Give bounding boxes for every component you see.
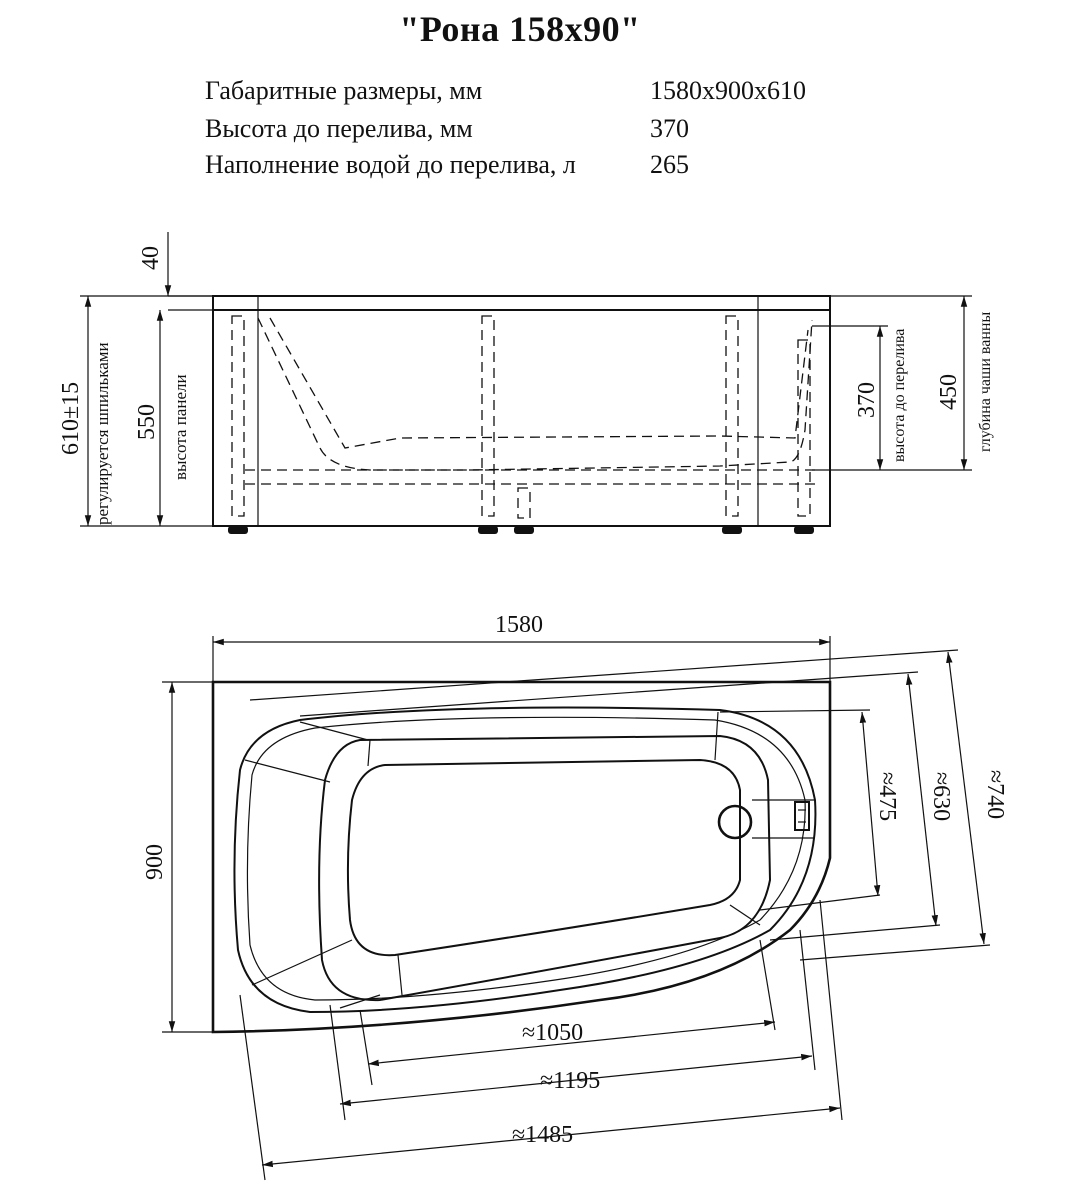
bowl-bottom	[348, 760, 740, 955]
dim-total-height: 610±15	[58, 381, 84, 455]
dim-overflow-height: 370	[854, 382, 880, 418]
adjustable-feet	[228, 526, 814, 534]
bath-outline	[213, 682, 830, 1032]
dim-total-height-note: регулируется шпильками	[93, 342, 112, 525]
bowl-hidden-contour	[258, 318, 812, 470]
spec-value-water-volume: 265	[650, 150, 689, 179]
spec-label-overflow-height: Высота до перелива, мм	[205, 114, 473, 143]
spec-label-dimensions: Габаритные размеры, мм	[205, 76, 483, 105]
dim-bottom-1050: ≈1050	[522, 1020, 584, 1046]
dim-bowl-depth: 450	[936, 374, 962, 410]
top-view	[142, 612, 1008, 1180]
support-legs	[232, 316, 810, 518]
dim-length-1580: 1580	[495, 612, 543, 638]
dim-inner-1195: ≈1195	[540, 1068, 601, 1094]
bowl-dimensions-angled	[240, 650, 1008, 1180]
dim-width-900: 900	[142, 844, 168, 880]
spec-value-dimensions: 1580х900х610	[650, 76, 806, 105]
overflow-control	[795, 802, 809, 830]
dim-outer-1485: ≈1485	[512, 1122, 574, 1148]
dim-bowl-depth-note: глубина чаши ванны	[977, 311, 994, 452]
bowl-facets	[245, 712, 815, 1008]
drain-hole	[719, 806, 751, 838]
dim-outer-width-740: ≈740	[982, 770, 1008, 820]
spec-label-water-volume: Наполнение водой до перелива, л	[205, 150, 576, 179]
bowl-inner	[319, 736, 770, 1000]
dim-bottom-width-475: ≈475	[874, 772, 900, 822]
bath-rim	[213, 296, 830, 310]
spec-value-overflow-height: 370	[650, 114, 689, 143]
dim-rim-40: 40	[138, 246, 164, 270]
side-view	[58, 232, 994, 534]
dim-panel-height-note: высота панели	[171, 374, 190, 480]
dim-inner-width-630: ≈630	[928, 772, 954, 822]
dim-overflow-height-note: высота до перелива	[891, 328, 908, 462]
dim-panel-height: 550	[134, 404, 160, 440]
drawing-title: "Рона 158х90"	[399, 9, 641, 49]
